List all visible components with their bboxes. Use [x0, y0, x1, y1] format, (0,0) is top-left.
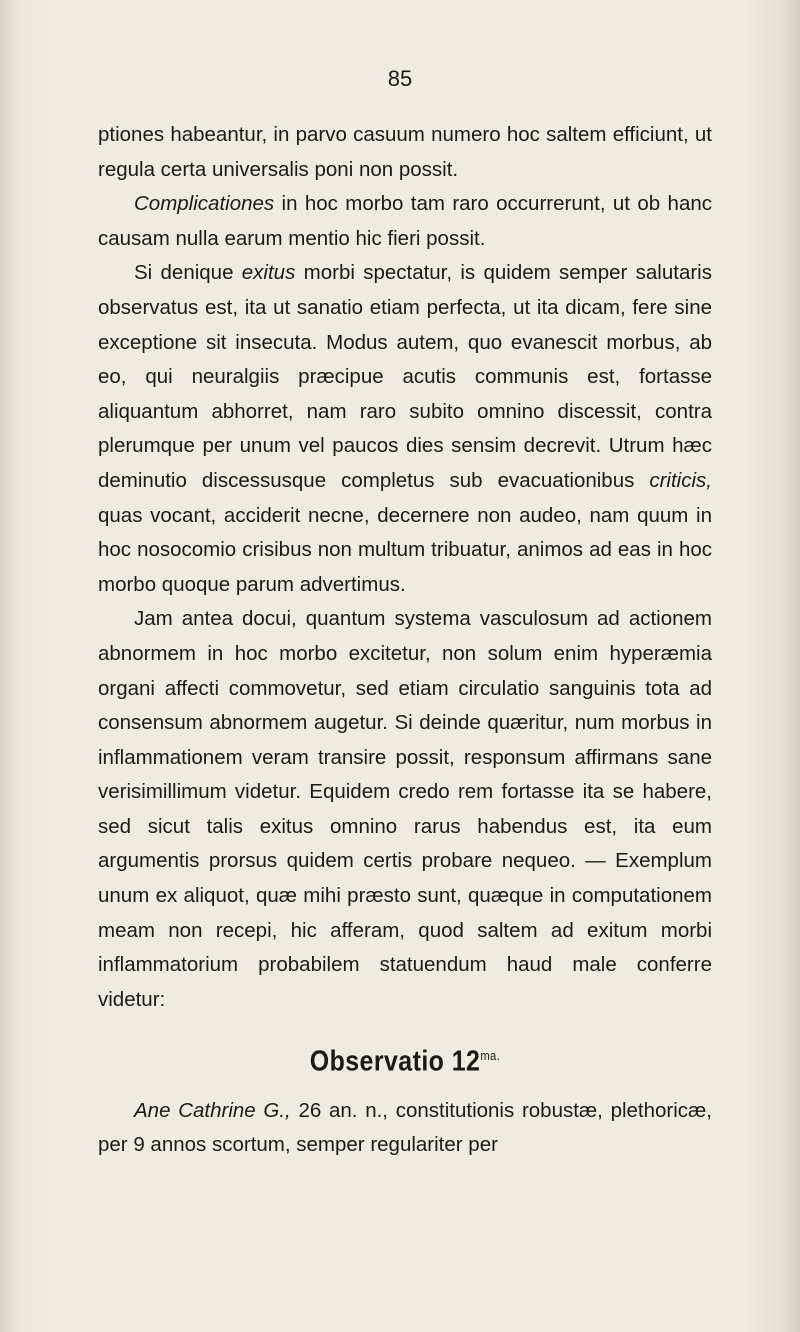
paragraph-3-start: Si denique: [134, 261, 242, 285]
paragraph-complicationes: [98, 187, 712, 256]
paragraph-3-end: quas vocant, acciderit necne, decernere non audeo, nam quum in hoc nosocomio crisibus non multum tribuatur, animos ad eas in hoc morbo quoque parum advertimus.: [98, 503, 712, 596]
term-criticis: criticis,: [649, 468, 712, 492]
observation-heading: [141, 1039, 669, 1079]
paragraph-1: ptiones habeantur, in parvo casuum numero hoc saltem efficiunt, ut regula certa universalis poni non possit.: [98, 123, 712, 181]
term-exitus: exitus: [241, 261, 296, 285]
paragraph-case: [98, 1094, 712, 1163]
paragraph-systema: Jam antea docui, quantum systema vasculosum ad actionem abnormem in hoc morbo excitetur, non solum enim hyperæmia organi affecti commovetur, sed etiam circulatio sanguinis tota ad consensum abnormem augetur. Si deinde quæritur, num morbus in inflammationem veram transire possit, responsum affirmans sane verisimillimum videtur. Equidem credo rem fortasse ita se habere, sed sicut talis exitus omnino rarus habendus est, ita eum argumentis prorsus quidem certis probare nequeo. — Exemplum unum ex aliquot, quæ mihi præsto sunt, quæque in computationem meam non recepi, hic afferam, quod saltem ad exitum morbi inflammatorium probabilem statuendum haud male conferre videtur:: [98, 607, 712, 1011]
heading-superscript: ma.: [480, 1048, 501, 1064]
paragraph-5-text: 26 an. n., constitutionis robustæ, plethoricæ, per 9 annos scortum, semper regulariter per: [98, 1098, 712, 1157]
page-number: 85: [387, 66, 413, 91]
heading-text: Observatio 12: [309, 1046, 481, 1079]
term-complicationes: Complicationes: [134, 192, 275, 216]
body-text: [98, 118, 712, 1163]
paragraph-3-mid: morbi spectatur, is quidem semper salutaris observatus est, ita ut sanatio etiam perfecta, ut ita dicam, fere sine exceptione sit insecuta. Modus autem, quo evanescit morbus, ab eo, qui neuralgiis præcipue acutis communis est, fortasse aliquantum abhorret, nam raro subito omnino discessit, contra plerumque per unum vel paucos dies sensim decrevit. Utrum hæc deminutio discessusque completus sub evacuationibus: [98, 261, 712, 492]
patient-name: Ane Cathrine G.,: [134, 1098, 291, 1122]
paragraph-2-text: in hoc morbo tam raro occurrerunt, ut ob hanc causam nulla earum mentio hic fieri possit.: [98, 192, 712, 250]
paragraph-exitus: [98, 256, 712, 602]
